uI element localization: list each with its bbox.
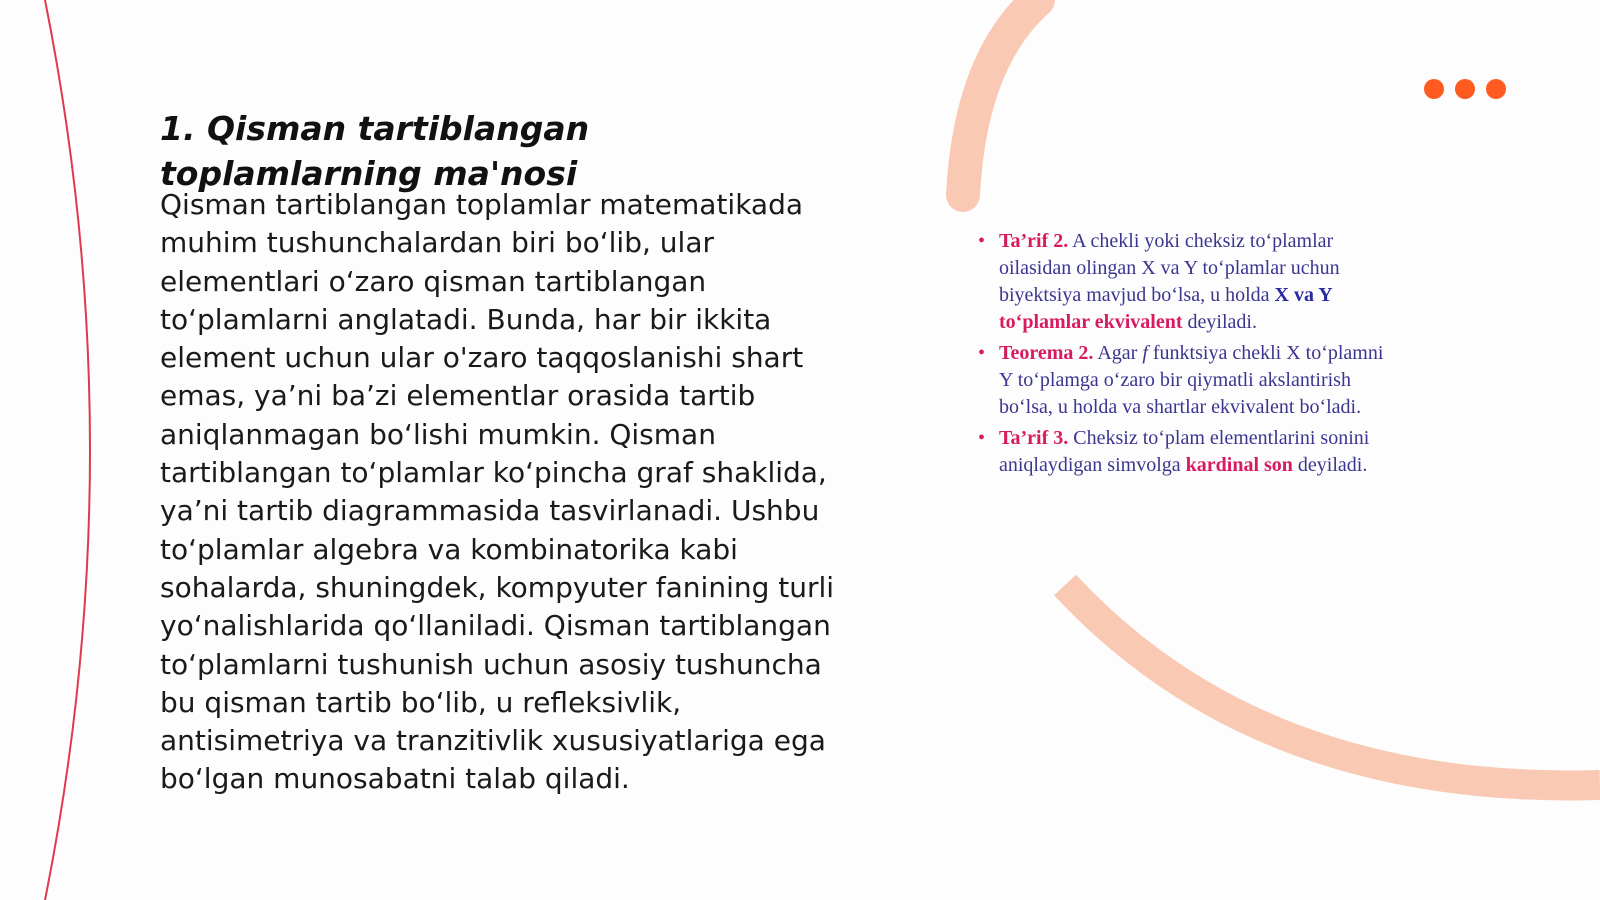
- body-paragraph: Qisman tartiblangan toplamlar matematikada muhim tushunchalardan biri bo‘lib, ular elementlari o‘zaro qisman tartiblangan to‘plamlarni anglatadi. Bunda, har bir ikkita element uchun ular o'zaro taqqoslanishi shart emas, ya’ni ba’zi elementlar orasida tartib aniqlanmagan bo‘lishi mumkin. Qisman tartiblangan to‘plamlar ko‘pincha graf shaklida, ya’ni tartib diagrammasida tasvirlanadi. Ushbu to‘plamlar algebra va kombinatorika kabi sohalarda, shuningdek, kompyuter fanining turli yo‘nalishlarida qo‘llaniladi. Qisman tartiblangan to‘plamlarni tushunish uchun asosiy tushuncha bu qisman tartib bo‘lib, u refleksivlik, antisimetriya va tranzitivlik xususiyatlariga ega bo‘lgan munosabatni talab qiladi.: [160, 188, 835, 796]
- definition-item: [978, 228, 1398, 336]
- definition-text: deyiladi.: [1292, 454, 1368, 476]
- definition-item: [978, 425, 1398, 479]
- definition-text: A chekli yoki cheksiz to‘plamlar oilasidan olingan X va Y to‘plamlar uchun biyektsiya mavjud bo‘lsa, u holda: [999, 230, 1340, 306]
- definition-text: Cheksiz to‘plam elementlarini sonini aniqlaydigan simvolga: [999, 427, 1370, 476]
- left-curve-line: [45, 0, 90, 900]
- bullet: •: [978, 230, 986, 252]
- definition-item: [978, 340, 1398, 421]
- definition-bold: X va Y: [1274, 284, 1333, 306]
- page-title: 1. Qisman tartiblangan toplamlarning ma'nosi: [160, 109, 590, 193]
- more-dots-icon: [1424, 79, 1506, 99]
- bottom-arc: [1065, 585, 1600, 785]
- dot: [1424, 79, 1444, 99]
- definition-term: Ta’rif 3.: [999, 427, 1069, 449]
- dot: [1455, 79, 1475, 99]
- top-arc: [963, 0, 1038, 195]
- bullet: •: [978, 342, 986, 364]
- definition-term: Teorema 2.: [999, 342, 1094, 364]
- dot: [1486, 79, 1506, 99]
- definition-highlight: kardinal son: [1185, 454, 1293, 476]
- definition-text: funktsiya chekli X to‘plamni Y to‘plamga o‘zaro bir qiymatli akslantirish bo‘lsa, u holda va shartlar ekvivalent bo‘ladi.: [999, 342, 1384, 418]
- function-symbol: f: [1142, 342, 1148, 364]
- bullet: •: [978, 427, 986, 449]
- definition-text: Agar: [1093, 342, 1143, 364]
- definitions-list: [978, 228, 1398, 483]
- definition-text: deyiladi.: [1182, 311, 1257, 333]
- definition-term: Ta’rif 2.: [999, 230, 1069, 252]
- definition-highlight: to‘plamlar ekvivalent: [999, 311, 1183, 333]
